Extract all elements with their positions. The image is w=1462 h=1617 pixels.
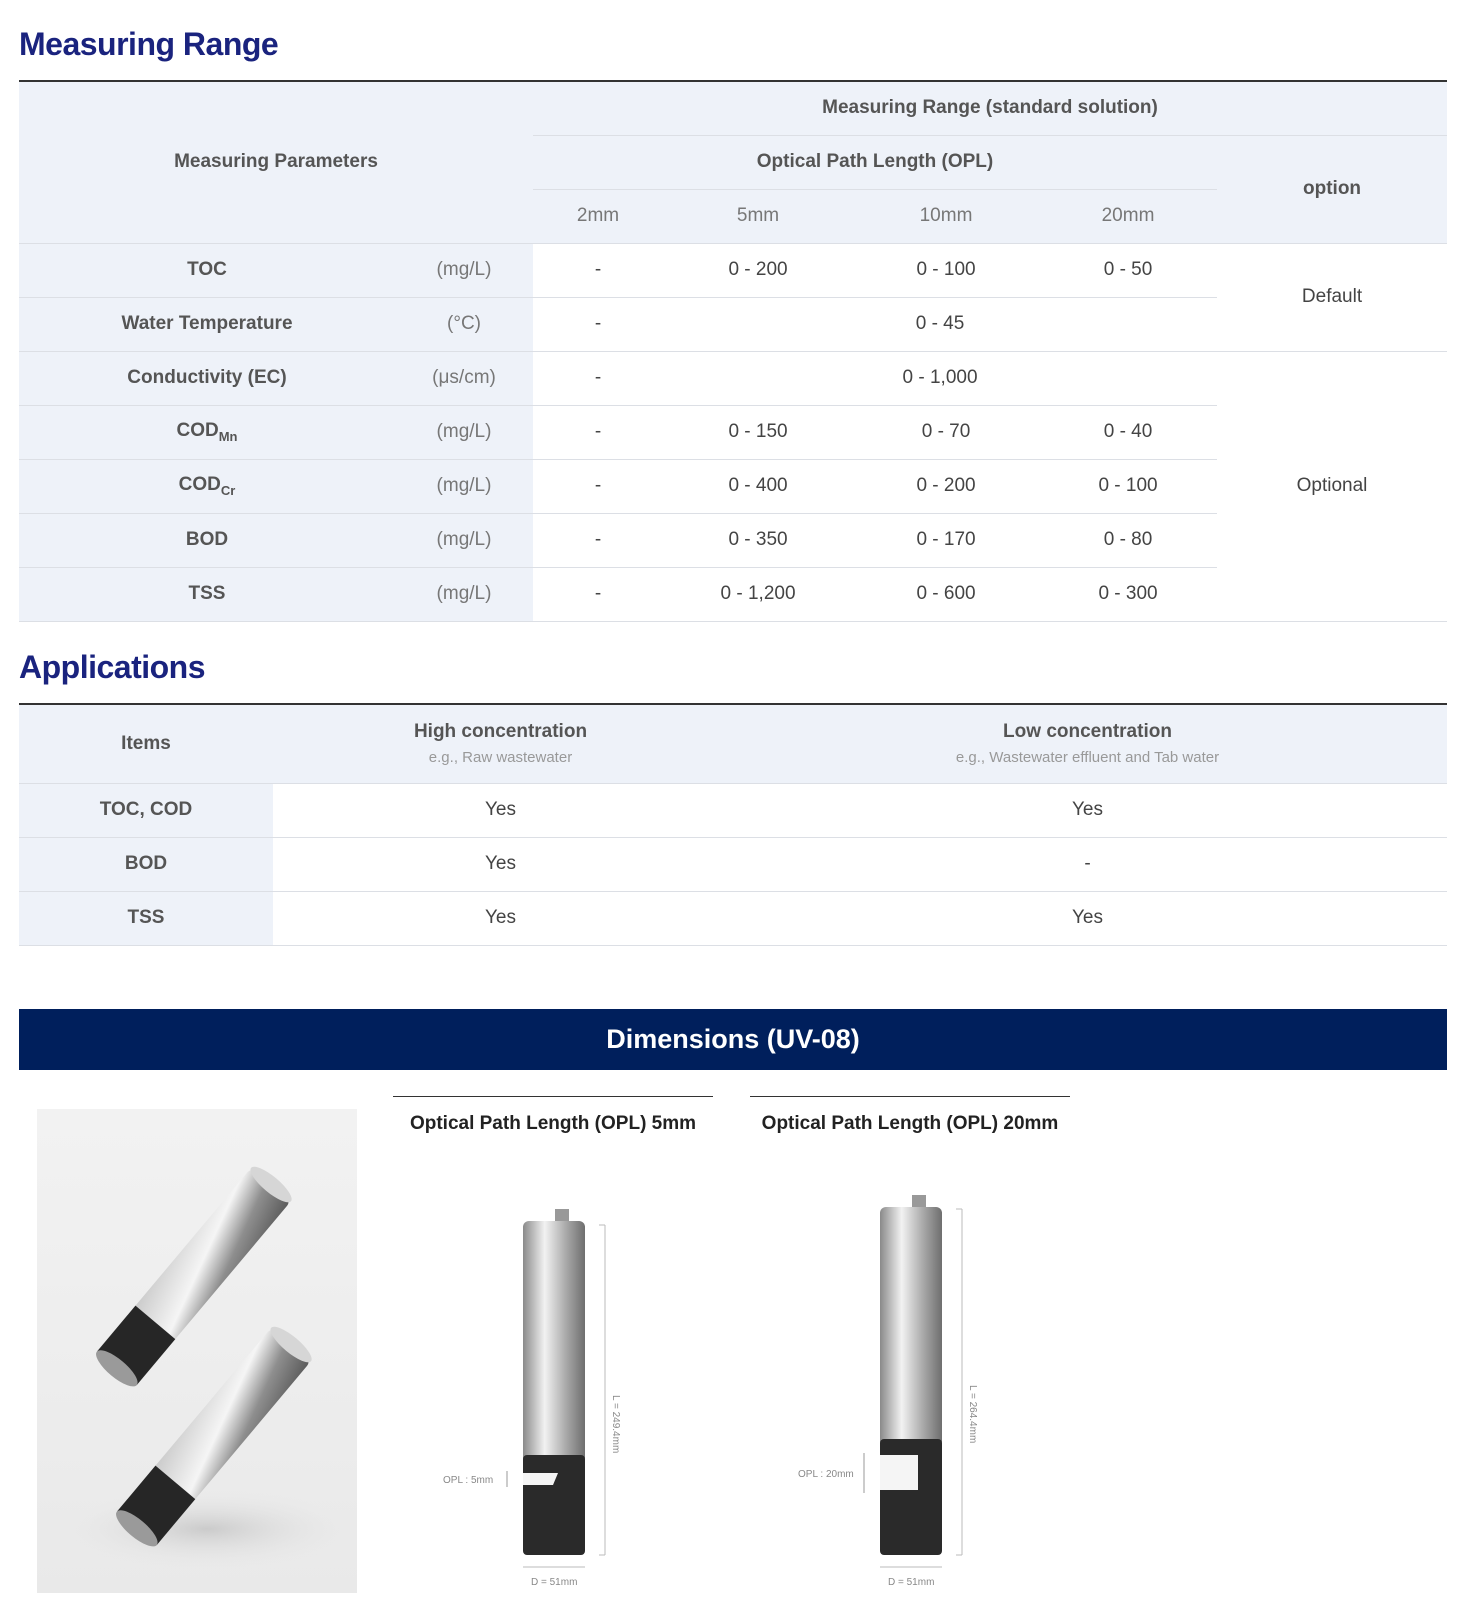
param-name: $COD_{Cr}$ <box>19 459 395 513</box>
diameter-label: D = 51mm <box>888 1577 935 1588</box>
header-high-example: e.g., Raw wastewater <box>428 749 573 767</box>
header-low-concentration: Low concentration e.g., Wastewater effluent and Tab water <box>728 704 1447 783</box>
applications-title: Applications <box>19 649 206 685</box>
header-measuring-range: Measuring Range (standard solution) <box>533 81 1447 135</box>
header-high-concentration: High concentration e.g., Raw wastewater <box>273 704 728 783</box>
value-2mm: - <box>533 513 663 567</box>
dimension-card-20mm <box>750 1096 1070 1135</box>
value-10mm: 0 - 70 <box>853 405 1039 459</box>
dimensions-banner: Dimensions (UV-08) <box>19 1009 1447 1070</box>
table-row <box>19 783 1447 837</box>
high-value: Yes <box>273 891 728 945</box>
product-photo <box>37 1109 357 1593</box>
header-low-example: e.g., Wastewater effluent and Tab water <box>955 749 1220 767</box>
value-5mm: 0 - 1,200 <box>663 567 853 621</box>
param-unit: (mg/L) <box>395 243 533 297</box>
option-optional: Optional <box>1217 351 1447 621</box>
param-unit: (mg/L) <box>395 513 533 567</box>
dimension-figure-20mm <box>750 1155 1070 1615</box>
value-2mm: - <box>533 567 663 621</box>
param-unit: (mg/L) <box>395 459 533 513</box>
header-opl: Optical Path Length (OPL) <box>533 135 1217 189</box>
header-items: Items <box>19 704 273 783</box>
diameter-label: D = 51mm <box>531 1577 578 1588</box>
dimension-figure-5mm <box>393 1155 713 1615</box>
header-measuring-parameters: Measuring Parameters <box>19 81 533 243</box>
value-10mm: 0 - 100 <box>853 243 1039 297</box>
value-2mm: - <box>533 405 663 459</box>
value-20mm: 0 - 80 <box>1039 513 1217 567</box>
sensor-photo-illustration <box>37 1109 357 1593</box>
value-5mm: 0 - 350 <box>663 513 853 567</box>
value-2mm: - <box>533 243 663 297</box>
high-value: Yes <box>273 783 728 837</box>
param-unit: (mg/L) <box>395 405 533 459</box>
param-name: Water Temperature <box>19 297 395 351</box>
item-name: TSS <box>19 891 273 945</box>
value-5mm: 0 - 400 <box>663 459 853 513</box>
measuring-range-title: Measuring Range <box>19 26 279 62</box>
dimension-caption-20mm: Optical Path Length (OPL) 20mm <box>761 1113 1059 1134</box>
param-name: BOD <box>19 513 395 567</box>
header-option: option <box>1217 135 1447 243</box>
opl-label: OPL : 20mm <box>798 1469 854 1480</box>
length-label: L = 249.4mm <box>610 1395 621 1454</box>
dimension-caption-5mm: Optical Path Length (OPL) 5mm <box>409 1113 697 1134</box>
value-20mm: 0 - 300 <box>1039 567 1217 621</box>
param-name: Conductivity (EC) <box>19 351 395 405</box>
value-span: 0 - 1,000 <box>663 351 1217 405</box>
measuring-range-table <box>19 80 1447 622</box>
value-10mm: 0 - 200 <box>853 459 1039 513</box>
item-name: TOC, COD <box>19 783 273 837</box>
table-row <box>19 351 1447 405</box>
header-length-5mm: 5mm <box>663 189 853 243</box>
header-length-10mm: 10mm <box>853 189 1039 243</box>
value-10mm: 0 - 600 <box>853 567 1039 621</box>
length-label: L = 264.4mm <box>967 1385 978 1444</box>
value-5mm: 0 - 150 <box>663 405 853 459</box>
table-row <box>19 243 1447 297</box>
high-value: Yes <box>273 837 728 891</box>
value-20mm: 0 - 100 <box>1039 459 1217 513</box>
low-value: Yes <box>728 891 1447 945</box>
param-name: $COD_{Mn}$ <box>19 405 395 459</box>
value-5mm: 0 - 200 <box>663 243 853 297</box>
low-value: Yes <box>728 783 1447 837</box>
value-2mm: - <box>533 459 663 513</box>
value-20mm: 0 - 40 <box>1039 405 1217 459</box>
header-length-2mm: 2mm <box>533 189 663 243</box>
param-name: TOC <box>19 243 395 297</box>
low-value: - <box>728 837 1447 891</box>
value-2mm: - <box>533 351 663 405</box>
item-name: BOD <box>19 837 273 891</box>
value-10mm: 0 - 170 <box>853 513 1039 567</box>
table-row <box>19 837 1447 891</box>
param-unit: (μs/cm) <box>395 351 533 405</box>
param-unit: (°C) <box>395 297 533 351</box>
param-unit: (mg/L) <box>395 567 533 621</box>
option-default: Default <box>1217 243 1447 351</box>
value-20mm: 0 - 50 <box>1039 243 1217 297</box>
header-length-20mm: 20mm <box>1039 189 1217 243</box>
value-span: 0 - 45 <box>663 297 1217 351</box>
table-row <box>19 891 1447 945</box>
applications-table <box>19 703 1447 946</box>
param-name: TSS <box>19 567 395 621</box>
opl-label: OPL : 5mm <box>443 1475 494 1486</box>
value-2mm: - <box>533 297 663 351</box>
dimension-card-5mm <box>393 1096 713 1135</box>
